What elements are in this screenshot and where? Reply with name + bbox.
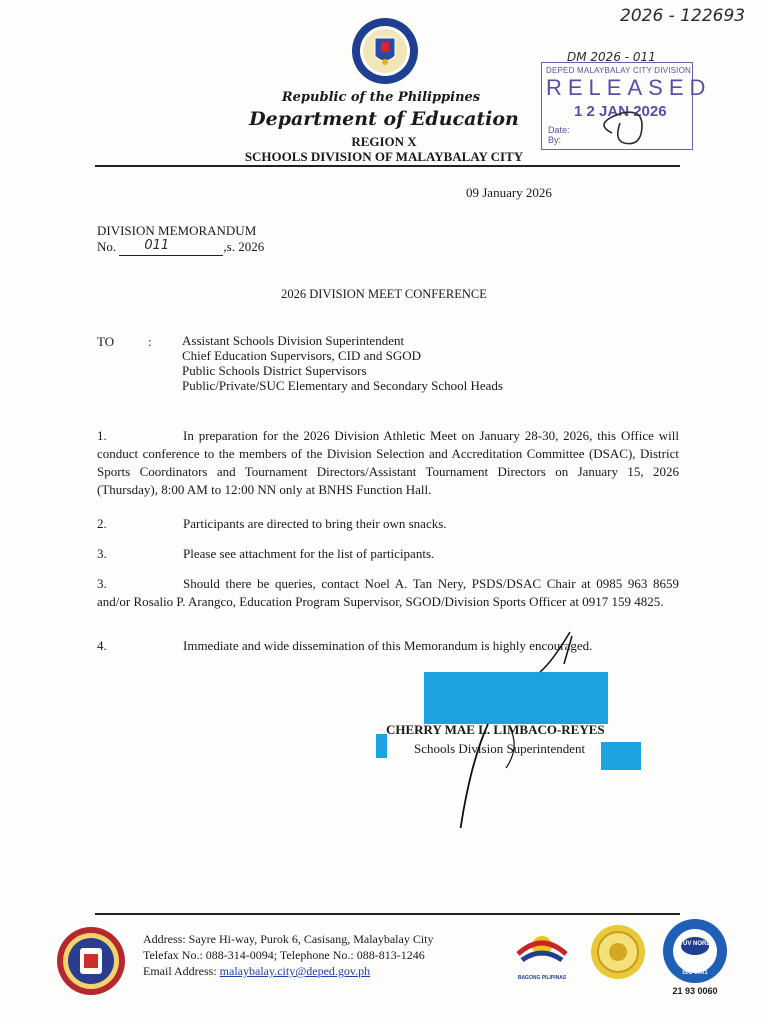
- signatory-title: Schools Division Superintendent: [414, 741, 586, 756]
- stamp-signature: [542, 63, 692, 149]
- bagong-pilipinas-label: BAGONG PILIPINAS: [517, 975, 567, 981]
- division-line: SCHOOLS DIVISION OF MALAYBALAY CITY: [244, 149, 524, 164]
- paragraph-number: 3.: [97, 576, 107, 591]
- paragraph-text: Immediate and wide dissemination of this Memorandum is highly encouraged.: [183, 638, 593, 653]
- memo-type: DIVISION MEMORANDUM: [97, 223, 257, 238]
- memo-number-value: 011: [144, 238, 170, 253]
- paragraph-text: Should there be queries, contact Noel A. Tan Nery, PSDS/DSAC Chair at 0985 963 8659 and/or Rosalio P. Arangco, Education Program Supervisor, SGOD/Division Sports Officer at 0917 159 4825.: [97, 576, 679, 609]
- paragraph-text: Participants are directed to bring their own snacks.: [183, 516, 447, 531]
- bagong-pilipinas-logo: [512, 924, 572, 980]
- paragraph-text: Please see attachment for the list of participants.: [183, 546, 435, 561]
- paragraph-text: In preparation for the 2026 Division Athletic Meet on January 28-30, 2026, this Office will conduct conference to the members of the Division Selection and Accreditation Committee (DSAC), District Sports Coordinators and Tournament Directors/Assistant Tournament Directors on January 15, 2026 (Thursday), 8:00 AM to 12:00 NN only at BNHS Function Hall.: [97, 428, 679, 497]
- department-title: Department of Education: [249, 108, 519, 130]
- header-rule: [95, 165, 680, 167]
- memo-title: 2026 DIVISION MEET CONFERENCE: [281, 287, 487, 301]
- footer-email-label: Email Address:: [143, 964, 217, 978]
- stamp-word: RELEASED: [546, 75, 712, 100]
- stamp-office: DEPED MALAYBALAY CITY DIVISION: [546, 66, 692, 75]
- cert-number: 21 93 0060: [672, 986, 718, 996]
- released-stamp: [541, 62, 712, 150]
- to-label: TO: [97, 334, 115, 349]
- footer-phones: Telefax No.: 088-314-0094; Telephone No.: 088-813-1246: [143, 948, 425, 962]
- to-colon: :: [148, 334, 152, 349]
- recipient: Chief Education Supervisors, CID and SGOD: [182, 348, 422, 363]
- signatory-name: CHERRY MAE L. LIMBACO-REYES: [386, 722, 605, 737]
- tuv-label: TÜV NORD: [679, 941, 711, 947]
- paragraph-number: 2.: [97, 516, 107, 531]
- footer-email-link[interactable]: malaybalay.city@deped.gov.ph: [219, 964, 371, 978]
- paragraph-number: 4.: [97, 638, 107, 653]
- memo-series: ,s. 2026: [223, 239, 265, 254]
- signature-strokes: [440, 628, 640, 828]
- memo-number-line: [97, 238, 264, 256]
- footer-email-line: [143, 964, 370, 979]
- republic-line: Republic of the Philippines: [281, 90, 481, 105]
- paragraph-4: [97, 575, 679, 611]
- stamp-date-label: Date:: [548, 125, 570, 135]
- memo-number-prefix: No.: [97, 239, 117, 254]
- recipient: Public Schools District Supervisors: [182, 363, 367, 378]
- memo-date: 09 January 2026: [466, 185, 552, 200]
- recipient-list: [182, 333, 503, 393]
- footer-address: Address: Sayre Hi-way, Purok 6, Casisang, Malaybalay City: [143, 932, 434, 946]
- deped-seal: [350, 16, 420, 86]
- paragraph-3: [97, 545, 679, 563]
- division-seal: [56, 926, 126, 996]
- footer-rule: [95, 913, 680, 915]
- memo-number-blank: [119, 238, 223, 256]
- iso-label: ISO 9001: [682, 970, 708, 976]
- recipient: Assistant Schools Division Superintendent: [182, 333, 405, 348]
- paragraph-2: [97, 515, 679, 533]
- paragraph-1: [97, 427, 679, 499]
- paragraph-number: 3.: [97, 546, 107, 561]
- recipient: Public/Private/SUC Elementary and Secondary School Heads: [182, 378, 503, 393]
- paragraph-number: 1.: [97, 428, 107, 443]
- tuv-iso-logo: [662, 918, 728, 984]
- stamp-dm-number: DM 2026 - 011: [567, 50, 656, 64]
- stamp-date: 1 2 JAN 2026: [574, 103, 667, 120]
- gold-seal: [590, 924, 646, 980]
- region-line: REGION X: [351, 134, 417, 149]
- stamp-by-label: By:: [548, 135, 562, 145]
- handwritten-reference: 2026 - 122693: [620, 6, 746, 26]
